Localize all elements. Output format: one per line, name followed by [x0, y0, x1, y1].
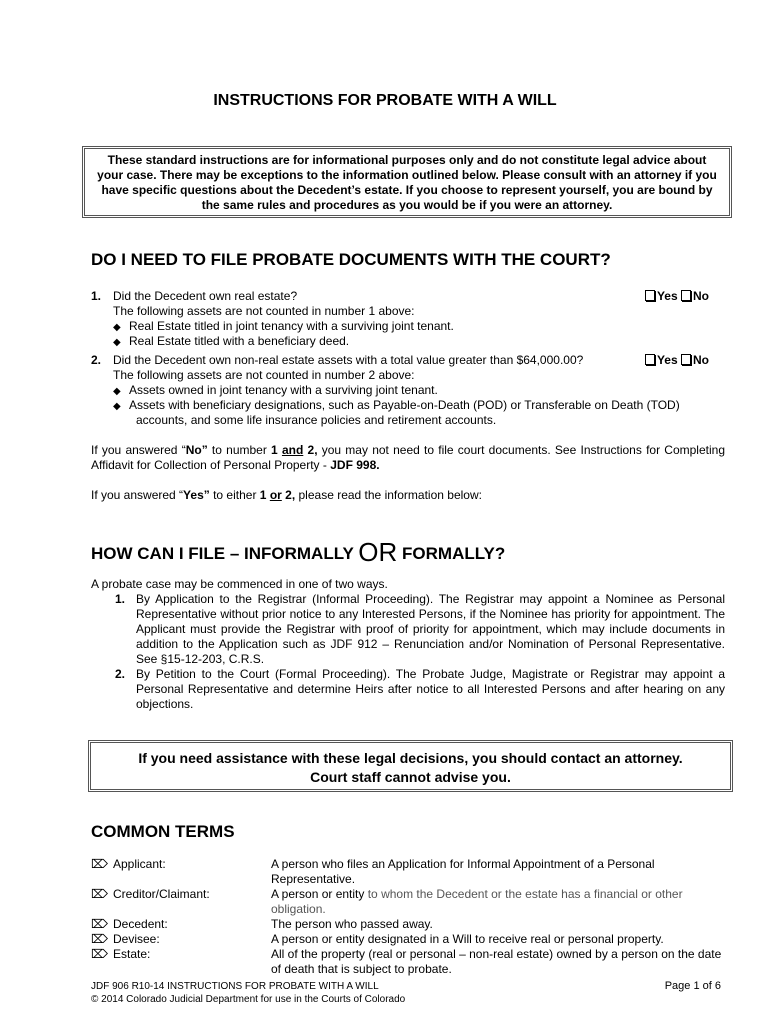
list-item: ◆ Real Estate titled in joint tenancy with a surviving joint tenant.: [113, 319, 454, 333]
question-1-number: 1.: [91, 289, 102, 303]
pointing-arrow-icon: ⌦: [91, 857, 108, 871]
yes-checkbox[interactable]: [645, 290, 655, 301]
pointing-arrow-icon: ⌦: [91, 947, 108, 961]
section-heading-common-terms: COMMON TERMS: [91, 822, 235, 841]
question-2: [91, 353, 731, 429]
yes-checkbox[interactable]: [645, 354, 655, 365]
no-label: No: [693, 289, 709, 303]
page-number: Page 1 of 6: [664, 980, 721, 992]
list-item: ◆ Assets owned in joint tenancy with a surviving joint tenant.: [113, 383, 438, 397]
pointing-arrow-icon: ⌦: [91, 887, 108, 901]
section-heading-file-probate: DO I NEED TO FILE PROBATE DOCUMENTS WITH THE COURT?: [91, 250, 611, 269]
pointing-arrow-icon: ⌦: [91, 932, 108, 946]
terms-list: [91, 857, 731, 977]
no-checkbox[interactable]: [681, 354, 691, 365]
paragraph-answered-yes: If you answered “Yes” to either 1 or 2, please read the information below:: [91, 488, 482, 502]
yes-label: Yes: [656, 289, 678, 303]
question-1-note: The following assets are not counted in number 1 above:: [113, 304, 415, 318]
list-item: 2. By Petition to the Court (Formal Proceeding). The Probate Judge, Magistrate or Registrar may appoint a Personal Representative and determine Heirs after notice to all Interested Persons and after hearing on any objections.: [115, 667, 725, 711]
term-row: ⌦ Estate: All of the property (real or personal – non-real estate) owned by a person on the date of death that is subject to probate.: [91, 947, 722, 976]
diamond-bullet-icon: ◆: [113, 401, 121, 412]
diamond-bullet-icon: ◆: [113, 386, 121, 397]
diamond-bullet-icon: ◆: [113, 322, 121, 333]
paragraph-answered-no: If you answered “No” to number 1 and 2, you may not need to file court documents. See Instructions for Completing Affidavit for Collection of Personal Property - JDF 998.: [91, 443, 725, 472]
section-heading-how-to-file: HOW CAN I FILE – INFORMALLY OR FORMALLY?: [91, 537, 506, 567]
attorney-notice-line1: If you need assistance with these legal decisions, you should contact an attorney.: [138, 750, 683, 766]
list-item-continuation: accounts, and some life insurance policies and retirement accounts.: [136, 413, 497, 427]
question-1-answer: [645, 289, 709, 304]
no-label: No: [693, 353, 709, 367]
question-1: [91, 289, 731, 349]
list-item: 1. By Application to the Registrar (Informal Proceeding). The Registrar may appoint a Nominee as Personal Representative without prior notice to any Interested Persons, if the Nominee has priority for appointment. The Applicant must provide the Registrar with proof of priority for appointment, which may include documents in addition to the Application such as JDF 912 – Renunciation and/or Nomination of Personal Representative. See §15-12-203, C.R.S.: [115, 592, 725, 666]
disclaimer-text: These standard instructions are for informational purposes only and do not constitute legal advice about your case. There may be exceptions to the information outlined below. Please consult with an attorney if you have specific questions about the Decedent’s estate. If you choose to represent yourself, you are bound by the same rules and procedures as you would be if you were an attorney.: [97, 153, 717, 212]
list-item: ◆ Real Estate titled with a beneficiary deed.: [113, 334, 350, 348]
page-footer: [91, 980, 721, 1006]
attorney-notice-line2: Court staff cannot advise you.: [310, 769, 511, 785]
term-row: ⌦ Decedent: The person who passed away.: [91, 917, 433, 931]
list-item: ◆ Assets with beneficiary designations, such as Payable-on-Death (POD) or Transferable on Death (TOD): [113, 398, 680, 412]
pointing-arrow-icon: ⌦: [91, 917, 108, 931]
filing-methods: [91, 577, 725, 712]
question-1-text: Did the Decedent own real estate?: [113, 289, 298, 303]
question-2-text: Did the Decedent own non-real estate assets with a total value greater than $64,000.00?: [113, 353, 584, 367]
diamond-bullet-icon: ◆: [113, 337, 121, 348]
question-2-answer: [645, 353, 709, 368]
term-row: ⌦ Applicant: A person who files an Application for Informal Appointment of a Personal Representative.: [91, 857, 655, 886]
attorney-notice-box: [88, 740, 733, 792]
page-title: INSTRUCTIONS FOR PROBATE WITH A WILL: [213, 92, 557, 109]
footer-form-id: JDF 906 R10-14 INSTRUCTIONS FOR PROBATE WITH A WILL: [91, 981, 379, 992]
footer-copyright: © 2014 Colorado Judicial Department for use in the Courts of Colorado: [91, 994, 406, 1005]
term-row: ⌦ Creditor/Claimant: A person or entity to whom the Decedent or the estate has a financial or other obligation.: [91, 887, 683, 916]
question-2-number: 2.: [91, 353, 102, 367]
filing-intro: A probate case may be commenced in one of two ways.: [91, 577, 388, 591]
yes-label: Yes: [656, 353, 678, 367]
no-checkbox[interactable]: [681, 290, 691, 301]
disclaimer-box: [82, 146, 732, 218]
question-2-note: The following assets are not counted in number 2 above:: [113, 368, 415, 382]
term-row: ⌦ Devisee: A person or entity designated in a Will to receive real or personal property.: [91, 932, 664, 946]
